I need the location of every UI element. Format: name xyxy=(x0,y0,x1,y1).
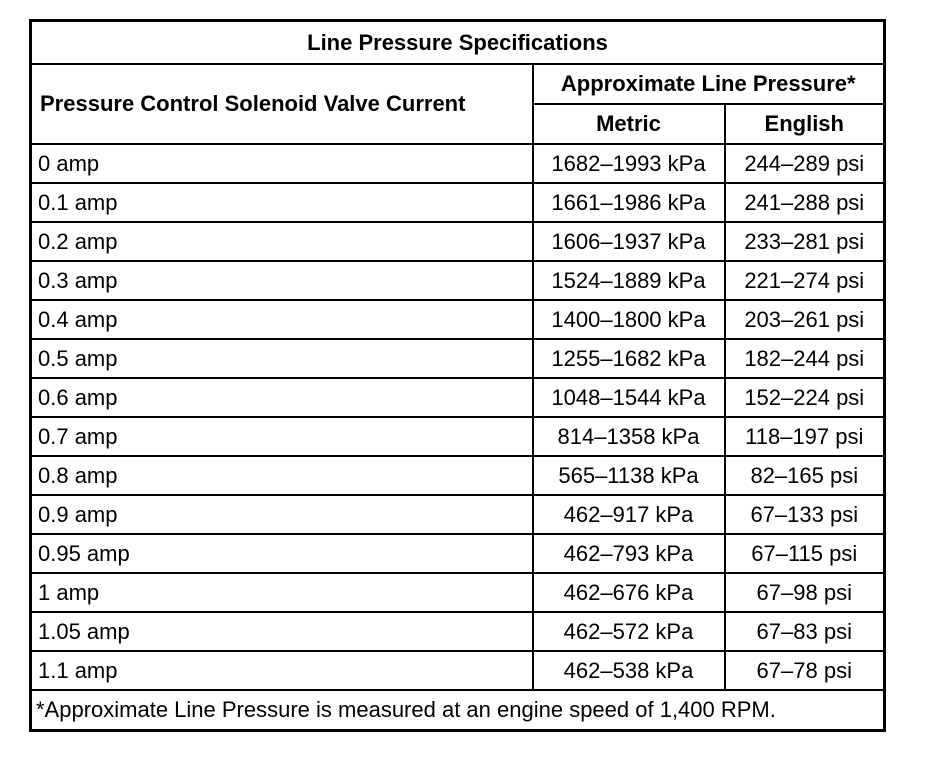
english-cell: 82–165 psi xyxy=(725,456,885,495)
english-cell: 67–98 psi xyxy=(725,573,885,612)
english-cell: 67–83 psi xyxy=(725,612,885,651)
english-cell: 152–224 psi xyxy=(725,378,885,417)
table-row xyxy=(31,300,885,339)
table-row xyxy=(31,651,885,690)
english-cell: 244–289 psi xyxy=(725,144,885,183)
metric-cell: 1661–1986 kPa xyxy=(533,183,725,222)
metric-cell: 462–917 kPa xyxy=(533,495,725,534)
pressure-group-header: Approximate Line Pressure* xyxy=(533,64,885,104)
table-row xyxy=(31,222,885,261)
metric-cell: 1606–1937 kPa xyxy=(533,222,725,261)
english-cell: 241–288 psi xyxy=(725,183,885,222)
current-cell: 0.5 amp xyxy=(31,339,533,378)
english-cell: 67–133 psi xyxy=(725,495,885,534)
table-row xyxy=(31,456,885,495)
current-cell: 0.95 amp xyxy=(31,534,533,573)
english-cell: 118–197 psi xyxy=(725,417,885,456)
current-cell: 0.9 amp xyxy=(31,495,533,534)
metric-cell: 1255–1682 kPa xyxy=(533,339,725,378)
metric-cell: 462–793 kPa xyxy=(533,534,725,573)
metric-cell: 814–1358 kPa xyxy=(533,417,725,456)
metric-cell: 1524–1889 kPa xyxy=(533,261,725,300)
current-cell: 0.4 amp xyxy=(31,300,533,339)
current-cell: 1 amp xyxy=(31,573,533,612)
current-cell: 1.05 amp xyxy=(31,612,533,651)
current-cell: 0.8 amp xyxy=(31,456,533,495)
current-cell: 0.1 amp xyxy=(31,183,533,222)
metric-column-header: Metric xyxy=(533,104,725,144)
current-cell: 0.2 amp xyxy=(31,222,533,261)
metric-cell: 1048–1544 kPa xyxy=(533,378,725,417)
metric-cell: 462–572 kPa xyxy=(533,612,725,651)
current-cell: 0 amp xyxy=(31,144,533,183)
english-column-header: English xyxy=(725,104,885,144)
table-row xyxy=(31,339,885,378)
english-cell: 67–78 psi xyxy=(725,651,885,690)
table-row xyxy=(31,378,885,417)
table-title: Line Pressure Specifications xyxy=(31,21,885,65)
metric-cell: 462–676 kPa xyxy=(533,573,725,612)
table-row xyxy=(31,144,885,183)
table-footnote: *Approximate Line Pressure is measured at an engine speed of 1,400 RPM. xyxy=(31,690,885,731)
table-row xyxy=(31,183,885,222)
table-row xyxy=(31,417,885,456)
line-pressure-spec-table xyxy=(29,19,886,732)
english-cell: 203–261 psi xyxy=(725,300,885,339)
current-cell: 0.3 amp xyxy=(31,261,533,300)
table-row xyxy=(31,573,885,612)
english-cell: 67–115 psi xyxy=(725,534,885,573)
table-row xyxy=(31,261,885,300)
table-row xyxy=(31,534,885,573)
metric-cell: 462–538 kPa xyxy=(533,651,725,690)
metric-cell: 565–1138 kPa xyxy=(533,456,725,495)
table-row xyxy=(31,495,885,534)
english-cell: 182–244 psi xyxy=(725,339,885,378)
current-cell: 0.7 amp xyxy=(31,417,533,456)
english-cell: 233–281 psi xyxy=(725,222,885,261)
current-column-header: Pressure Control Solenoid Valve Current xyxy=(31,64,533,144)
english-cell: 221–274 psi xyxy=(725,261,885,300)
metric-cell: 1400–1800 kPa xyxy=(533,300,725,339)
current-cell: 1.1 amp xyxy=(31,651,533,690)
metric-cell: 1682–1993 kPa xyxy=(533,144,725,183)
table-row xyxy=(31,612,885,651)
current-cell: 0.6 amp xyxy=(31,378,533,417)
